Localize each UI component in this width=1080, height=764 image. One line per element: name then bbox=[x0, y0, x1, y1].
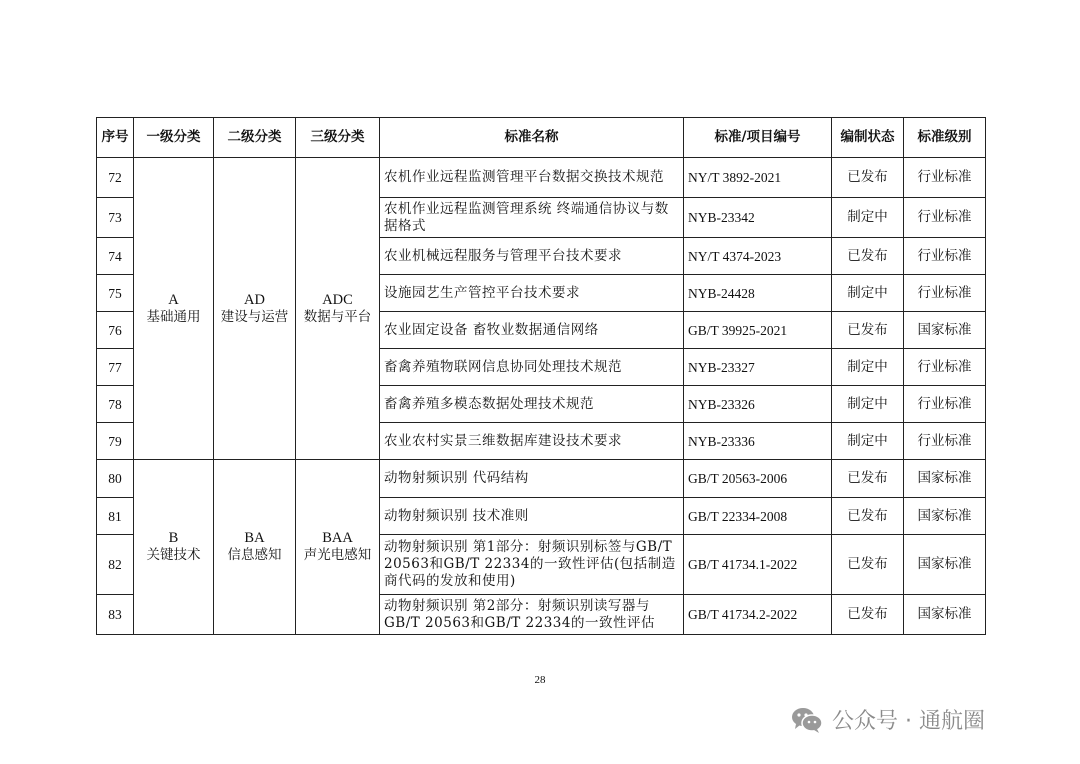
row-level: 国家标准 bbox=[904, 460, 986, 498]
header-level: 标准级别 bbox=[904, 118, 986, 158]
row-seq: 72 bbox=[97, 158, 134, 198]
group-b-l3-name: 声光电感知 bbox=[303, 547, 372, 563]
group-a-level3 bbox=[296, 158, 380, 460]
row-standard-name: 农机作业远程监测管理系统 终端通信协议与数据格式 bbox=[380, 198, 684, 238]
row-seq: 78 bbox=[97, 386, 134, 423]
standards-table bbox=[96, 117, 986, 635]
row-standard-code: NYB-23336 bbox=[684, 423, 832, 460]
row-standard-name: 设施园艺生产管控平台技术要求 bbox=[380, 275, 684, 312]
group-a-l1-code: A bbox=[168, 291, 179, 308]
row-status: 制定中 bbox=[832, 198, 904, 238]
row-status: 已发布 bbox=[832, 158, 904, 198]
row-seq: 82 bbox=[97, 535, 134, 595]
row-status: 制定中 bbox=[832, 386, 904, 423]
table-row bbox=[97, 158, 986, 198]
row-status: 已发布 bbox=[832, 595, 904, 635]
row-seq: 74 bbox=[97, 238, 134, 275]
row-status: 已发布 bbox=[832, 238, 904, 275]
row-standard-code: GB/T 41734.2-2022 bbox=[684, 595, 832, 635]
row-seq: 73 bbox=[97, 198, 134, 238]
header-level2: 二级分类 bbox=[214, 118, 296, 158]
header-row bbox=[97, 118, 986, 158]
group-b-l2-code: BA bbox=[244, 530, 265, 546]
row-standard-code: NYB-23326 bbox=[684, 386, 832, 423]
group-a-l1-name: 基础通用 bbox=[146, 308, 201, 325]
header-level1: 一级分类 bbox=[134, 118, 214, 158]
row-standard-name: 畜禽养殖物联网信息协同处理技术规范 bbox=[380, 349, 684, 386]
row-standard-code: NY/T 3892-2021 bbox=[684, 158, 832, 198]
watermark-text: 公众号 · 通航圈 bbox=[832, 709, 985, 734]
group-b-level3 bbox=[296, 460, 380, 635]
row-level: 国家标准 bbox=[904, 535, 986, 595]
row-seq: 81 bbox=[97, 498, 134, 535]
row-standard-name: 农机作业远程监测管理平台数据交换技术规范 bbox=[380, 158, 684, 198]
group-b-level2 bbox=[214, 460, 296, 635]
row-standard-code: NYB-23327 bbox=[684, 349, 832, 386]
group-a-level2 bbox=[214, 158, 296, 460]
row-standard-code: NYB-24428 bbox=[684, 275, 832, 312]
row-level: 国家标准 bbox=[904, 312, 986, 349]
row-level: 行业标准 bbox=[904, 349, 986, 386]
row-status: 已发布 bbox=[832, 498, 904, 535]
wechat-icon bbox=[790, 705, 824, 735]
group-b-l3-code: BAA bbox=[322, 530, 353, 546]
group-b-l2-name: 信息感知 bbox=[227, 547, 282, 563]
row-seq: 75 bbox=[97, 275, 134, 312]
row-standard-code: GB/T 39925-2021 bbox=[684, 312, 832, 349]
group-a-l2-name: 建设与运营 bbox=[220, 308, 289, 325]
row-status: 制定中 bbox=[832, 349, 904, 386]
table-row bbox=[97, 460, 986, 498]
header-code: 标准/项目编号 bbox=[684, 118, 832, 158]
group-b-l1-code: B bbox=[168, 530, 179, 546]
row-standard-name: 农业农村实景三维数据库建设技术要求 bbox=[380, 423, 684, 460]
row-seq: 80 bbox=[97, 460, 134, 498]
row-standard-name: 动物射频识别 第2部分：射频识别读写器与GB/T 20563和GB/T 22334的一致性评估 bbox=[380, 595, 684, 635]
row-standard-name: 畜禽养殖多模态数据处理技术规范 bbox=[380, 386, 684, 423]
row-level: 行业标准 bbox=[904, 198, 986, 238]
row-standard-name: 农业固定设备 畜牧业数据通信网络 bbox=[380, 312, 684, 349]
row-standard-name: 农业机械远程服务与管理平台技术要求 bbox=[380, 238, 684, 275]
row-status: 已发布 bbox=[832, 312, 904, 349]
row-seq: 77 bbox=[97, 349, 134, 386]
header-name: 标准名称 bbox=[380, 118, 684, 158]
row-standard-code: NY/T 4374-2023 bbox=[684, 238, 832, 275]
row-standard-name: 动物射频识别 技术准则 bbox=[380, 498, 684, 535]
group-a-l3-name: 数据与平台 bbox=[303, 308, 372, 325]
row-standard-name: 动物射频识别 代码结构 bbox=[380, 460, 684, 498]
group-b-level1 bbox=[134, 460, 214, 635]
watermark bbox=[790, 704, 985, 735]
row-level: 国家标准 bbox=[904, 595, 986, 635]
group-a-l2-code: AD bbox=[244, 291, 265, 308]
row-seq: 76 bbox=[97, 312, 134, 349]
row-level: 行业标准 bbox=[904, 238, 986, 275]
row-level: 行业标准 bbox=[904, 423, 986, 460]
row-level: 国家标准 bbox=[904, 498, 986, 535]
row-level: 行业标准 bbox=[904, 158, 986, 198]
header-status: 编制状态 bbox=[832, 118, 904, 158]
row-level: 行业标准 bbox=[904, 386, 986, 423]
row-level: 行业标准 bbox=[904, 275, 986, 312]
row-seq: 79 bbox=[97, 423, 134, 460]
row-status: 已发布 bbox=[832, 535, 904, 595]
row-status: 已发布 bbox=[832, 460, 904, 498]
row-standard-code: GB/T 22334-2008 bbox=[684, 498, 832, 535]
row-standard-code: GB/T 41734.1-2022 bbox=[684, 535, 832, 595]
row-standard-code: GB/T 20563-2006 bbox=[684, 460, 832, 498]
header-seq: 序号 bbox=[97, 118, 134, 158]
row-standard-name: 动物射频识别 第1部分：射频识别标签与GB/T 20563和GB/T 22334的一致性评估(包括制造商代码的发放和使用) bbox=[380, 535, 684, 595]
group-a-l3-code: ADC bbox=[322, 291, 353, 308]
row-standard-code: NYB-23342 bbox=[684, 198, 832, 238]
row-status: 制定中 bbox=[832, 275, 904, 312]
row-seq: 83 bbox=[97, 595, 134, 635]
page-number: 28 bbox=[534, 674, 546, 686]
header-level3: 三级分类 bbox=[296, 118, 380, 158]
row-status: 制定中 bbox=[832, 423, 904, 460]
group-b-l1-name: 关键技术 bbox=[146, 547, 201, 563]
group-a-level1 bbox=[134, 158, 214, 460]
